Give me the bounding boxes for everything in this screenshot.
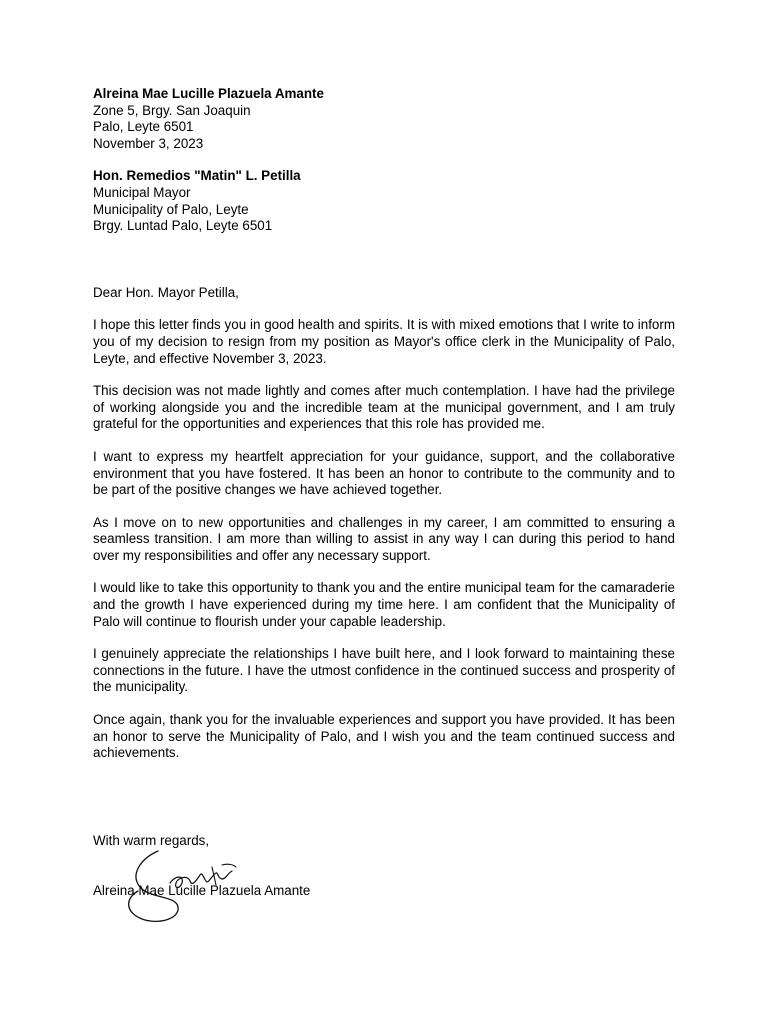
signature-printed-name: Alreina Mae Lucille Plazuela Amante <box>93 883 311 898</box>
body-paragraph-5: I would like to take this opportunity to thank you and the entire municipal team for the camaraderie and the growth I have experienced during my time here. I am confident that the Municipality of Palo will continue to flourish under your capable leadership. <box>93 580 675 629</box>
body-paragraph-7: Once again, thank you for the invaluable experiences and support you have provided. It has been an honor to serve the Municipality of Palo, and I wish you and the team continued success and achievements. <box>93 712 675 761</box>
letter-date: November 3, 2023 <box>93 135 204 151</box>
letter-content <box>93 86 675 778</box>
body-paragraph-1: I hope this letter finds you in good health and spirits. It is with mixed emotions that I write to inform you of my decision to resign from my position as Mayor's office clerk in the Municipality of Palo, Leyte, and effective November 3, 2023. <box>93 317 675 366</box>
body-paragraph-2: This decision was not made lightly and comes after much contemplation. I have had the privilege of working alongside you and the incredible team at the municipal government, and I am truly grateful for the opportunities and experiences that this role has provided me. <box>93 383 675 432</box>
body-paragraph-3: I want to express my heartfelt appreciation for your guidance, support, and the collaborative environment that you have fostered. It has been an honor to contribute to the community and to be part of the positive changes we have achieved together. <box>93 448 675 498</box>
sender-block <box>93 86 675 152</box>
body-paragraph-6: I genuinely appreciate the relationships I have built here, and I look forward to maintaining these connections in the future. I have the utmost confidence in the continued success and prosperity of the municipality. <box>93 646 675 695</box>
recipient-address: Brgy. Luntad Palo, Leyte 6501 <box>93 218 273 234</box>
salutation: Dear Hon. Mayor Petilla, <box>93 284 239 300</box>
sender-address-line2: Palo, Leyte 6501 <box>93 119 194 135</box>
recipient-title: Municipal Mayor <box>93 184 191 200</box>
recipient-name: Hon. Remedios "Matin" L. Petilla <box>93 168 301 184</box>
body-paragraph-4: As I move on to new opportunities and challenges in my career, I am committed to ensuring a seamless transition. I am more than willing to assist in any way I can during this period to hand over my responsibilities and offer any necessary support. <box>93 514 675 563</box>
sender-name: Alreina Mae Lucille Plazuela Amante <box>93 86 324 101</box>
closing-text: With warm regards, <box>93 833 210 848</box>
recipient-block <box>93 168 675 234</box>
recipient-office: Municipality of Palo, Leyte <box>93 201 249 217</box>
sender-address-line1: Zone 5, Brgy. San Joaquin <box>93 102 251 118</box>
